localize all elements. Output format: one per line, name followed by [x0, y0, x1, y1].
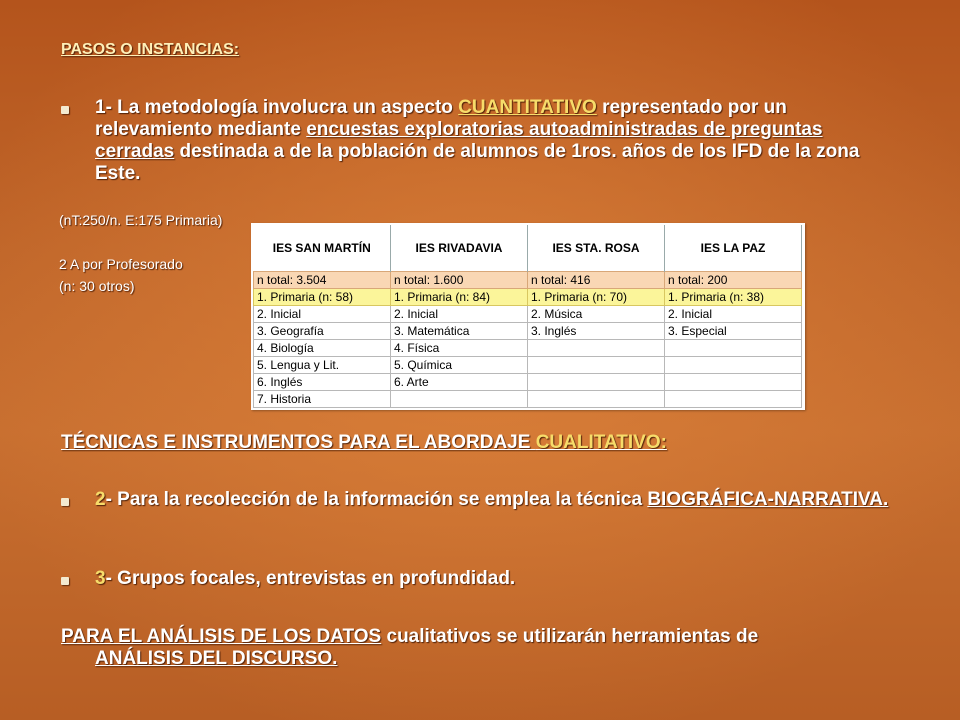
section-heading-cualitativo: [61, 432, 667, 454]
table-cell: 1. Primaria (n: 58): [254, 289, 391, 306]
text-span: cualitativos se utilizarán herramientas de: [381, 626, 759, 647]
table-cell: 1. Primaria (n: 84): [391, 289, 528, 306]
table-cell: n total: 200: [665, 272, 802, 289]
table-row: [254, 323, 802, 340]
table-cell: [665, 391, 802, 408]
table-cell: [391, 391, 528, 408]
table-cell: 4. Biología: [254, 340, 391, 357]
institutes-table-container: [251, 223, 805, 410]
table-row-primaria: [254, 289, 802, 306]
table-cell: 4. Física: [391, 340, 528, 357]
table-cell: [528, 391, 665, 408]
table-row: [254, 340, 802, 357]
table-cell: 3. Matemática: [391, 323, 528, 340]
bullet-number: 3: [95, 568, 106, 589]
bullet-number: 2: [95, 489, 106, 510]
table-cell: 2. Música: [528, 306, 665, 323]
table-cell: 5. Lengua y Lit.: [254, 357, 391, 374]
table-header-cell: IES LA PAZ: [665, 225, 802, 272]
text-span: 1- La metodología involucra un aspecto: [95, 97, 459, 118]
square-bullet-icon: [61, 106, 69, 114]
table-cell: 2. Inicial: [665, 306, 802, 323]
bullet-text: [95, 489, 891, 511]
keyword-cuantitativo: CUANTITATIVO: [458, 97, 597, 118]
text-span: - Grupos focales, entrevistas en profundidad.: [105, 568, 516, 589]
table-cell: [665, 340, 802, 357]
table-cell: n total: 3.504: [254, 272, 391, 289]
keyword-analisis-discurso: ANÁLISIS DEL DISCURSO.: [95, 648, 338, 669]
table-cell: 2. Inicial: [254, 306, 391, 323]
text-span: destinada a de la población de alumnos de 1ros. años de los IFD de la zona Este.: [95, 141, 860, 184]
table-cell: 3. Inglés: [528, 323, 665, 340]
keyword-encuestas: encuestas exploratorias autoadministradas de preguntas cerradas: [95, 119, 823, 162]
table-row: [254, 357, 802, 374]
table-cell: 5. Química: [391, 357, 528, 374]
institutes-table: [253, 225, 802, 408]
table-header-cell: IES SAN MARTÍN: [254, 225, 391, 272]
table-row: [254, 306, 802, 323]
table-cell: 6. Inglés: [254, 374, 391, 391]
table-cell: 1. Primaria (n: 38): [665, 289, 802, 306]
table-cell: [528, 340, 665, 357]
sample-note-total: (nT:250/n. E:175 Primaria): [59, 212, 223, 228]
table-cell: [665, 357, 802, 374]
table-cell: 1. Primaria (n: 70): [528, 289, 665, 306]
table-cell: [665, 374, 802, 391]
bullet-text: [95, 97, 891, 185]
table-cell: 7. Historia: [254, 391, 391, 408]
text-span: TÉCNICAS E INSTRUMENTOS PARA EL ABORDAJE: [61, 432, 536, 453]
analysis-paragraph: [61, 626, 911, 670]
table-cell: 3. Especial: [665, 323, 802, 340]
table-cell: 6. Arte: [391, 374, 528, 391]
square-bullet-icon: [61, 498, 69, 506]
square-bullet-icon: [61, 577, 69, 585]
table-row: [254, 391, 802, 408]
bullet-item-metodologia: [61, 97, 891, 185]
sample-note-otros: (n: 30 otros): [59, 278, 135, 294]
keyword-cualitativo: CUALITATIVO:: [535, 432, 667, 453]
table-header-row: [254, 225, 802, 272]
table-cell: 3. Geografía: [254, 323, 391, 340]
table-cell: [528, 357, 665, 374]
table-row: [254, 374, 802, 391]
sample-note-per-profesorado: 2 A por Profesorado: [59, 256, 183, 272]
bullet-item-grupos: [61, 568, 891, 590]
text-span: - Para la recolección de la información se emplea la técnica: [105, 489, 648, 510]
table-cell: 2. Inicial: [391, 306, 528, 323]
section-heading-pasos: PASOS O INSTANCIAS:: [61, 41, 240, 58]
table-header-cell: IES RIVADAVIA: [391, 225, 528, 272]
bullet-text: [95, 568, 891, 590]
table-cell: [528, 374, 665, 391]
keyword-biografica-narrativa: BIOGRÁFICA-NARRATIVA.: [647, 489, 889, 510]
table-cell: n total: 416: [528, 272, 665, 289]
bullet-item-tecnica: [61, 489, 891, 511]
table-cell: n total: 1.600: [391, 272, 528, 289]
text-span: representado por un relevamiento mediante: [95, 97, 787, 140]
table-row-totals: [254, 272, 802, 289]
keyword-analisis-datos: PARA EL ANÁLISIS DE LOS DATOS: [61, 626, 382, 647]
table-header-cell: IES STA. ROSA: [528, 225, 665, 272]
